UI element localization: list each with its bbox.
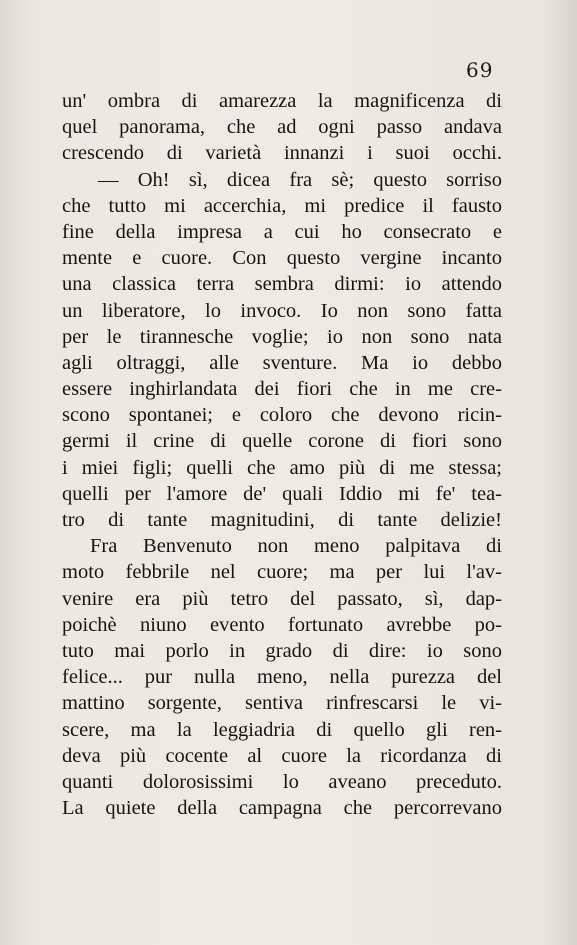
text-line-14: germi il crine di quelle corone di fiori sono <box>62 430 502 453</box>
text-line-21: poichè niuno evento fortunato avrebbe po- <box>62 613 502 636</box>
text-line-8: una classica terra sembra dirmi: io attendo <box>62 273 502 296</box>
text-line-1: un' ombra di amarezza la magnificenza di <box>62 90 502 112</box>
text-line-23: felice... pur nulla meno, nella purezza del <box>62 666 502 689</box>
text-line-16: quelli per l'amore de' quali Iddio mi fe' tea- <box>62 482 502 505</box>
text-line-6: fine della impresa a cui ho consecrato e <box>62 220 502 243</box>
text-line-7: mente e cuore. Con questo vergine incanto <box>62 247 502 270</box>
text-line-13: scono spontanei; e coloro che devono ricin- <box>62 404 502 427</box>
text-line-25: scere, ma la leggiadria di quello gli ren- <box>62 718 502 741</box>
body-text <box>62 88 502 821</box>
text-line-12: essere inghirlandata dei fiori che in me cre- <box>62 378 502 401</box>
text-line-17: tro di tante magnitudini, di tante delizie! <box>62 509 502 531</box>
text-line-11: agli oltraggi, alle sventure. Ma io debbo <box>62 351 502 374</box>
text-line-9: un liberatore, lo invoco. Io non sono fatta <box>62 299 502 322</box>
text-line-22: tuto mai porlo in grado di dire: io sono <box>62 639 502 662</box>
text-line-28: La quiete della campagna che percorrevano <box>62 797 502 820</box>
text-line-15: i miei figli; quelli che amo più di me stessa; <box>62 456 502 479</box>
text-line-18: Fra Benvenuto non meno palpitava di <box>90 535 502 558</box>
text-line-27: quanti dolorosissimi lo aveano preceduto. <box>62 770 502 793</box>
text-line-5: che tutto mi accerchia, mi predice il fausto <box>62 194 502 217</box>
text-line-24: mattino sorgente, sentiva rinfrescarsi le vi- <box>62 692 502 715</box>
text-line-26: deva più cocente al cuore la ricordanza di <box>62 744 502 767</box>
text-line-19: moto febbrile nel cuore; ma per lui l'av- <box>62 561 502 584</box>
page-number: 69 <box>466 58 494 82</box>
text-line-4: — Oh! sì, dicea fra sè; questo sorriso <box>98 168 502 191</box>
text-line-20: venire era più tetro del passato, sì, dap- <box>62 587 502 610</box>
text-line-3: crescendo di varietà innanzi i suoi occhi. <box>62 142 502 165</box>
text-line-10: per le tirannesche voglie; io non sono nata <box>62 325 502 348</box>
text-line-2: quel panorama, che ad ogni passo andava <box>62 116 502 139</box>
